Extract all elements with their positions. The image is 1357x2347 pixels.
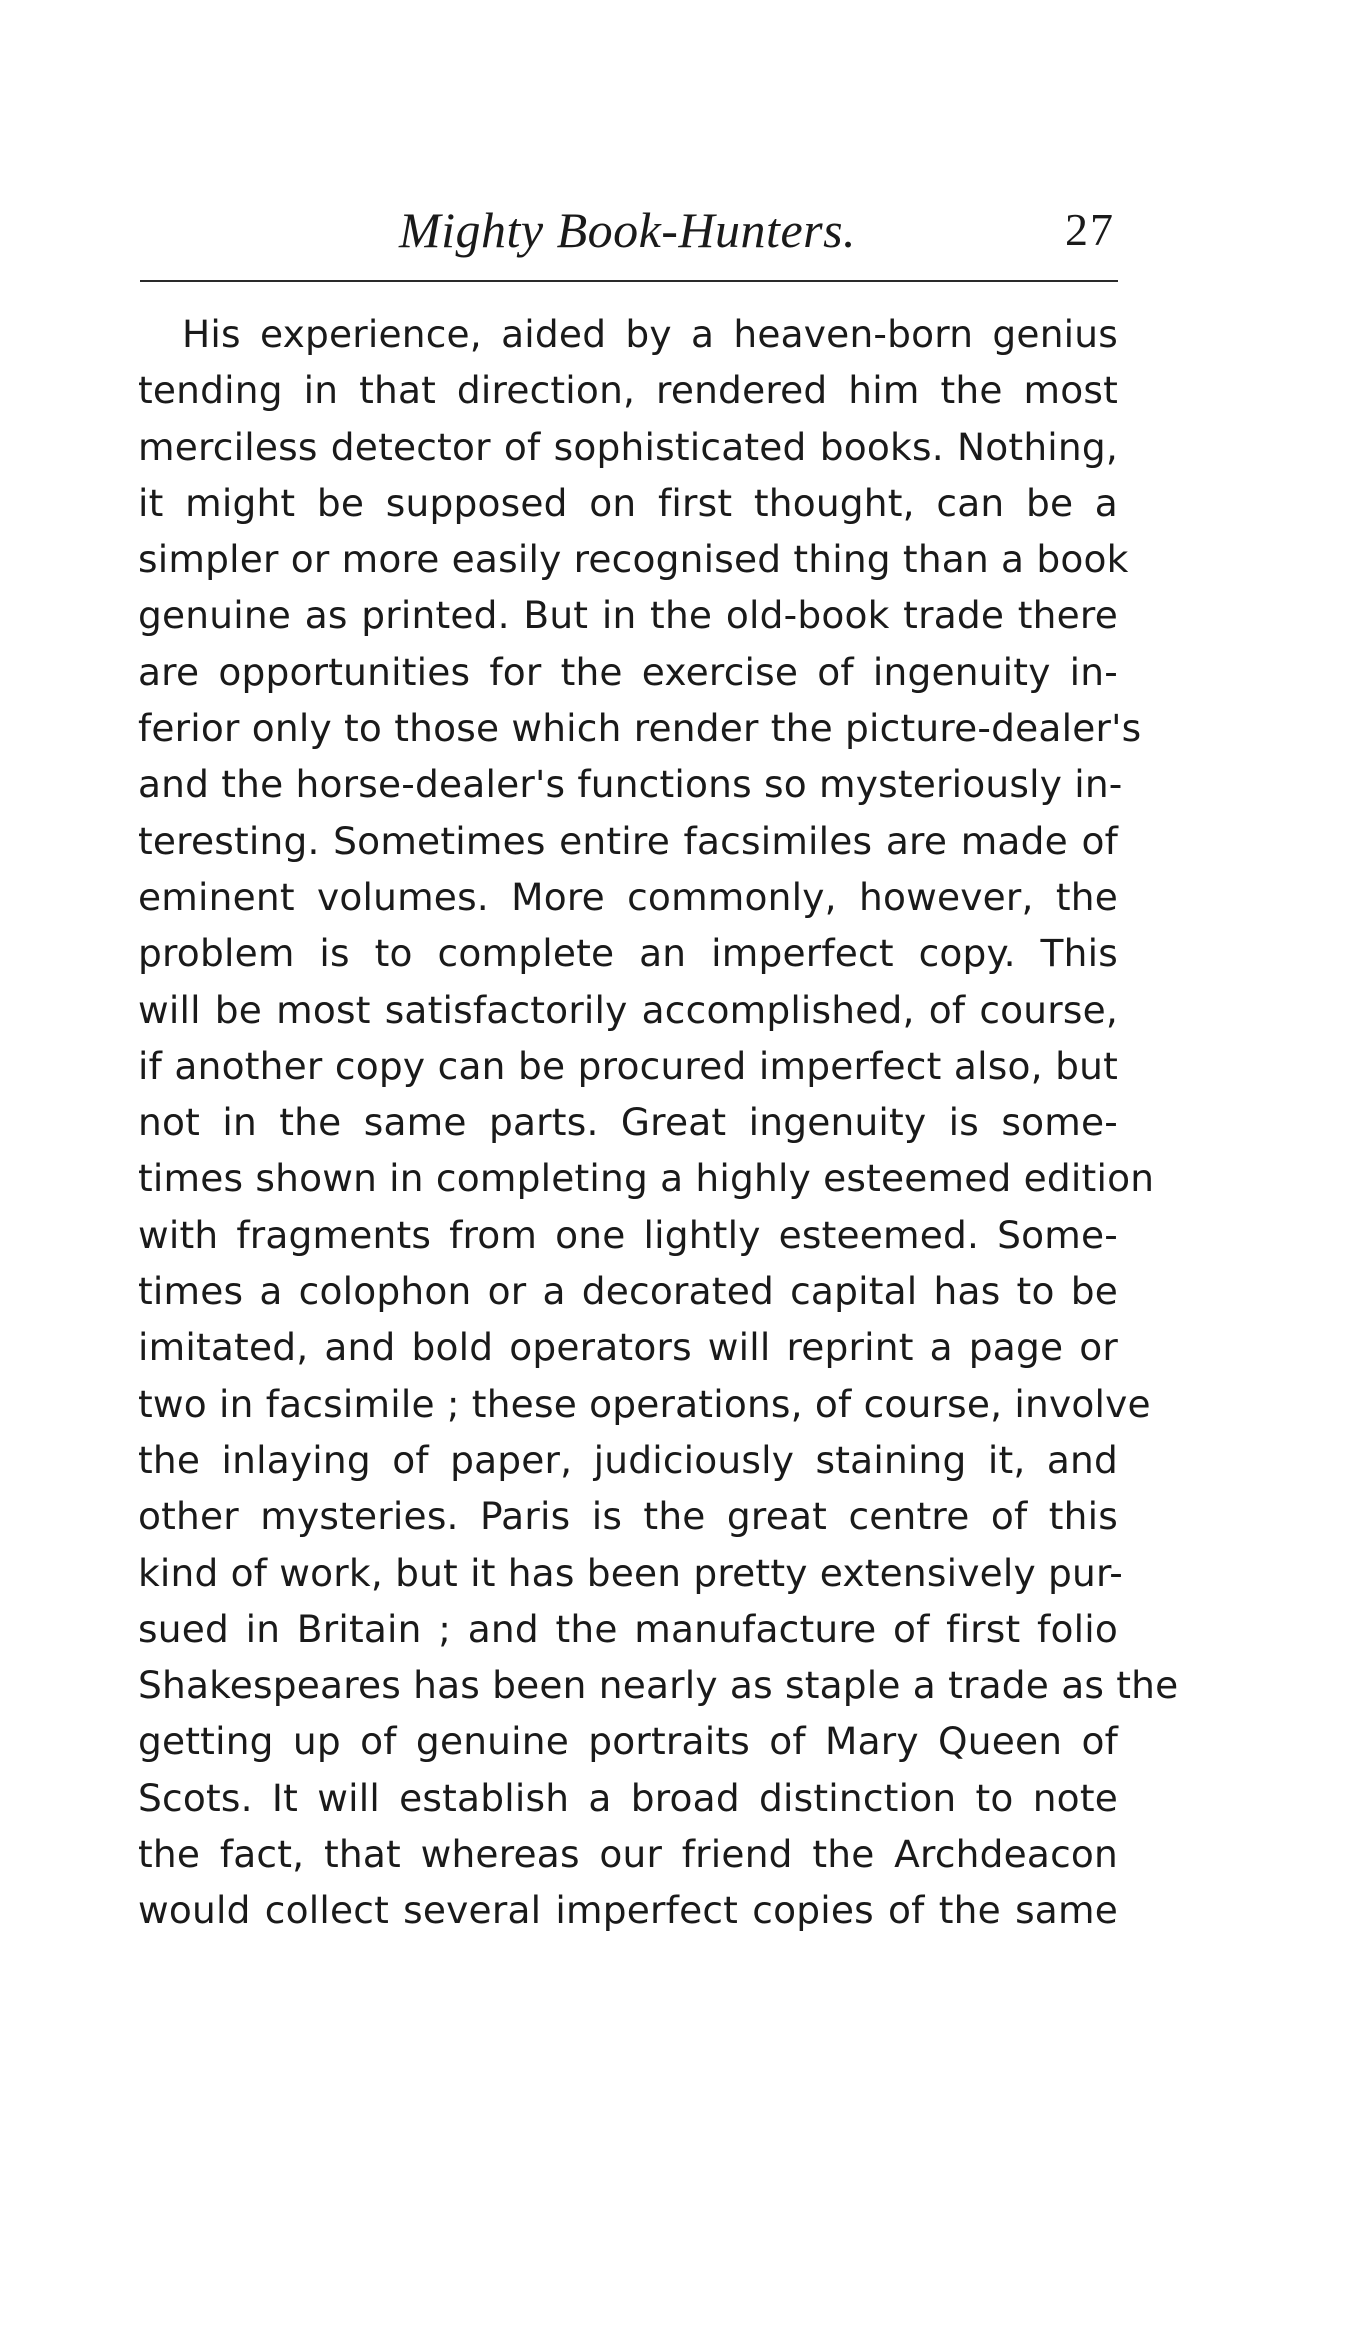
text-line: Scots. It will establish a broad distinction to note xyxy=(138,1775,1118,1820)
text-line: times a colophon or a decorated capital has to be xyxy=(138,1269,1118,1314)
text-line: the fact, that whereas our friend the Archdeacon xyxy=(138,1832,1118,1877)
text-line: if another copy can be procured imperfect also, but xyxy=(138,1043,1118,1088)
text-line: simpler or more easily recognised thing than a book xyxy=(138,537,1129,582)
header-rule xyxy=(140,280,1118,282)
text-line: tending in that direction, rendered him the most xyxy=(138,368,1118,413)
text-line: eminent volumes. More commonly, however, the xyxy=(138,874,1118,919)
text-line: times shown in completing a highly esteemed edition xyxy=(138,1156,1155,1201)
running-head xyxy=(140,195,1115,265)
running-title: Mighty Book-Hunters. xyxy=(398,202,857,258)
text-line: merciless detector of sophisticated books. Nothing, xyxy=(138,424,1118,469)
text-line: would collect several imperfect copies of the same xyxy=(138,1888,1118,1933)
text-line: and the horse-dealer's functions so mysteriously in- xyxy=(138,762,1123,807)
text-line: other mysteries. Paris is the great centre of this xyxy=(138,1494,1118,1539)
text-line: His experience, aided by a heaven-born genius xyxy=(182,312,1118,356)
text-line: two in facsimile ; these operations, of course, involve xyxy=(138,1381,1151,1426)
text-line: genuine as printed. But in the old-book trade there xyxy=(138,593,1118,638)
text-line: are opportunities for the exercise of ingenuity in- xyxy=(138,649,1118,694)
text-line: getting up of genuine portraits of Mary Queen of xyxy=(138,1719,1118,1764)
text-line: the inlaying of paper, judiciously staining it, and xyxy=(138,1437,1118,1482)
text-line: not in the same parts. Great ingenuity is some- xyxy=(138,1100,1118,1145)
text-line: will be most satisfactorily accomplished, of course, xyxy=(138,987,1118,1032)
page-number: 27 xyxy=(1065,204,1115,255)
text-line: problem is to complete an imperfect copy. This xyxy=(138,931,1118,976)
text-line: kind of work, but it has been pretty extensively pur- xyxy=(138,1550,1123,1595)
text-line: teresting. Sometimes entire facsimiles are made of xyxy=(138,818,1118,863)
body-text xyxy=(138,306,1179,1939)
text-line: Shakespeares has been nearly as staple a trade as the xyxy=(138,1663,1179,1708)
text-line: it might be supposed on first thought, can be a xyxy=(138,480,1118,525)
text-line: with fragments from one lightly esteemed. Some- xyxy=(138,1212,1118,1257)
text-line: ferior only to those which render the picture-dealer's xyxy=(138,706,1142,751)
text-line: sued in Britain ; and the manufacture of first folio xyxy=(138,1606,1118,1651)
text-line: imitated, and bold operators will reprint a page or xyxy=(138,1325,1118,1370)
